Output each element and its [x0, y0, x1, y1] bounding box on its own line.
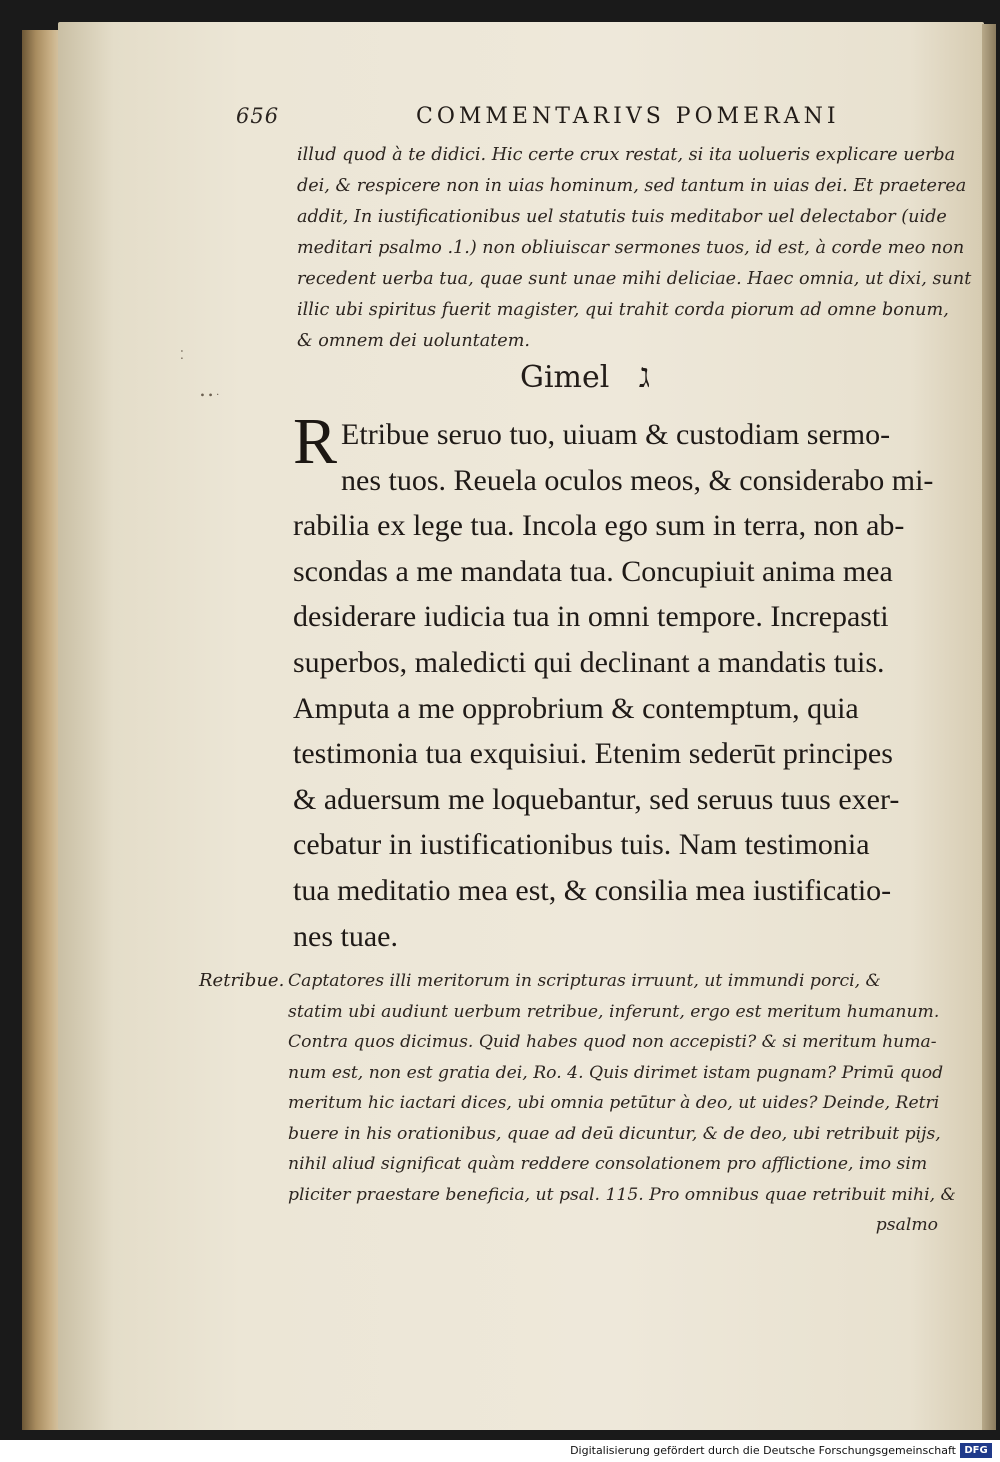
text-line: desiderare iudicia tua in omni tempore. Increpasti: [293, 600, 889, 634]
commentary-line: illud quod à te didici. Hic certe crux restat, si ita uolueris explicare uerba: [297, 145, 956, 165]
commentary-line: pliciter praestare beneficia, ut psal. 115. Pro omnibus quae retribuit mihi, &: [288, 1184, 956, 1205]
footer-bar: [0, 1440, 1000, 1462]
text-line: rabilia ex lege tua. Incola ego sum in terra, non ab-: [293, 509, 905, 543]
commentary-line: meditari psalmo .1.) non obliuiscar sermones tuos, id est, à corde meo non: [297, 238, 965, 258]
commentary-line: & omnem dei uoluntatem.: [297, 331, 530, 351]
text-line: nes tuae.: [293, 919, 398, 953]
funding-notice: Digitalisierung gefördert durch die Deutsche Forschungsgemeinschaft: [570, 1444, 956, 1457]
text-line: cebatur in iustificationibus tuis. Nam testimonia: [293, 828, 870, 862]
text-line: nes tuos. Reuela oculos meos, & considerabo mi-: [341, 463, 934, 497]
text-line: testimonia tua exquisiui. Etenim sederūt principes: [293, 737, 893, 771]
dropcap: R: [293, 405, 338, 478]
commentary-line: num est, non est gratia dei, Ro. 4. Quis dirimet istam pugnam? Primū quod: [288, 1062, 944, 1083]
marginal-note: Retribue.: [199, 970, 285, 991]
speck-mark: ∙ ∙ ·: [200, 390, 220, 401]
commentary-line: statim ubi audiunt uerbum retribue, inferunt, ergo est meritum humanum.: [288, 1001, 940, 1022]
text-line: scondas a me mandata tua. Concupiuit anima mea: [293, 554, 893, 588]
commentary-line: Contra quos dicimus. Quid habes quod non accepisti? & si meritum huma-: [288, 1032, 937, 1052]
commentary-line: nihil aliud significat quàm reddere consolationem pro afflictione, imo sim: [288, 1154, 928, 1174]
text-line: superbos, maledicti qui declinant a mandatis tuis.: [293, 645, 885, 679]
text-line: Etribue seruo tuo, uiuam & custodiam sermo-: [341, 418, 891, 451]
commentary-line: recedent uerba tua, quae sunt unae mihi deliciae. Haec omnia, ut dixi, sunt: [297, 269, 972, 289]
top-commentary: [297, 140, 972, 357]
running-head: COMMENTARIVS POMERANI: [416, 104, 840, 129]
text-line: Amputa a me opprobrium & contemptum, quia: [293, 691, 859, 725]
text-line: & aduersum me loquebantur, sed seruus tuus exer-: [293, 782, 900, 816]
hebrew-letter: ג: [638, 356, 651, 396]
commentary-line: illic ubi spiritus fuerit magister, qui trahit corda piorum ad omne bonum,: [297, 300, 949, 320]
commentary-line: psalmo: [875, 1215, 938, 1235]
commentary-line: meritum hic iactari dices, ubi omnia petūtur à deo, ut uides? Deinde, Retri: [288, 1093, 940, 1113]
speck-mark: ⁚: [180, 348, 184, 362]
commentary-line: addit, In iustificationibus uel statutis tuis meditabor uel delectabor (uide: [297, 207, 947, 227]
page-header: [236, 104, 840, 134]
section-title: Gimel: [520, 360, 610, 395]
left-page-edge: [22, 30, 62, 1430]
page-number: 656: [236, 104, 280, 128]
commentary-line: dei, & respicere non in uias hominum, sed tantum in uias dei. Et praeterea: [297, 176, 967, 196]
commentary-line: buere in his orationibus, quae ad deū dicuntur, & de deo, ubi retribuit pijs,: [288, 1123, 941, 1144]
text-line: tua meditatio mea est, & consilia mea iustificatio-: [293, 873, 892, 907]
dfg-logo-icon[interactable]: DFG: [960, 1443, 992, 1458]
right-page-edge: [982, 24, 996, 1430]
bottom-commentary: [288, 966, 956, 1241]
psalm-text: [293, 405, 953, 959]
commentary-line: Captatores illi meritorum in scripturas irruunt, ut immundi porci, &: [288, 971, 881, 991]
section-heading: [520, 356, 650, 396]
